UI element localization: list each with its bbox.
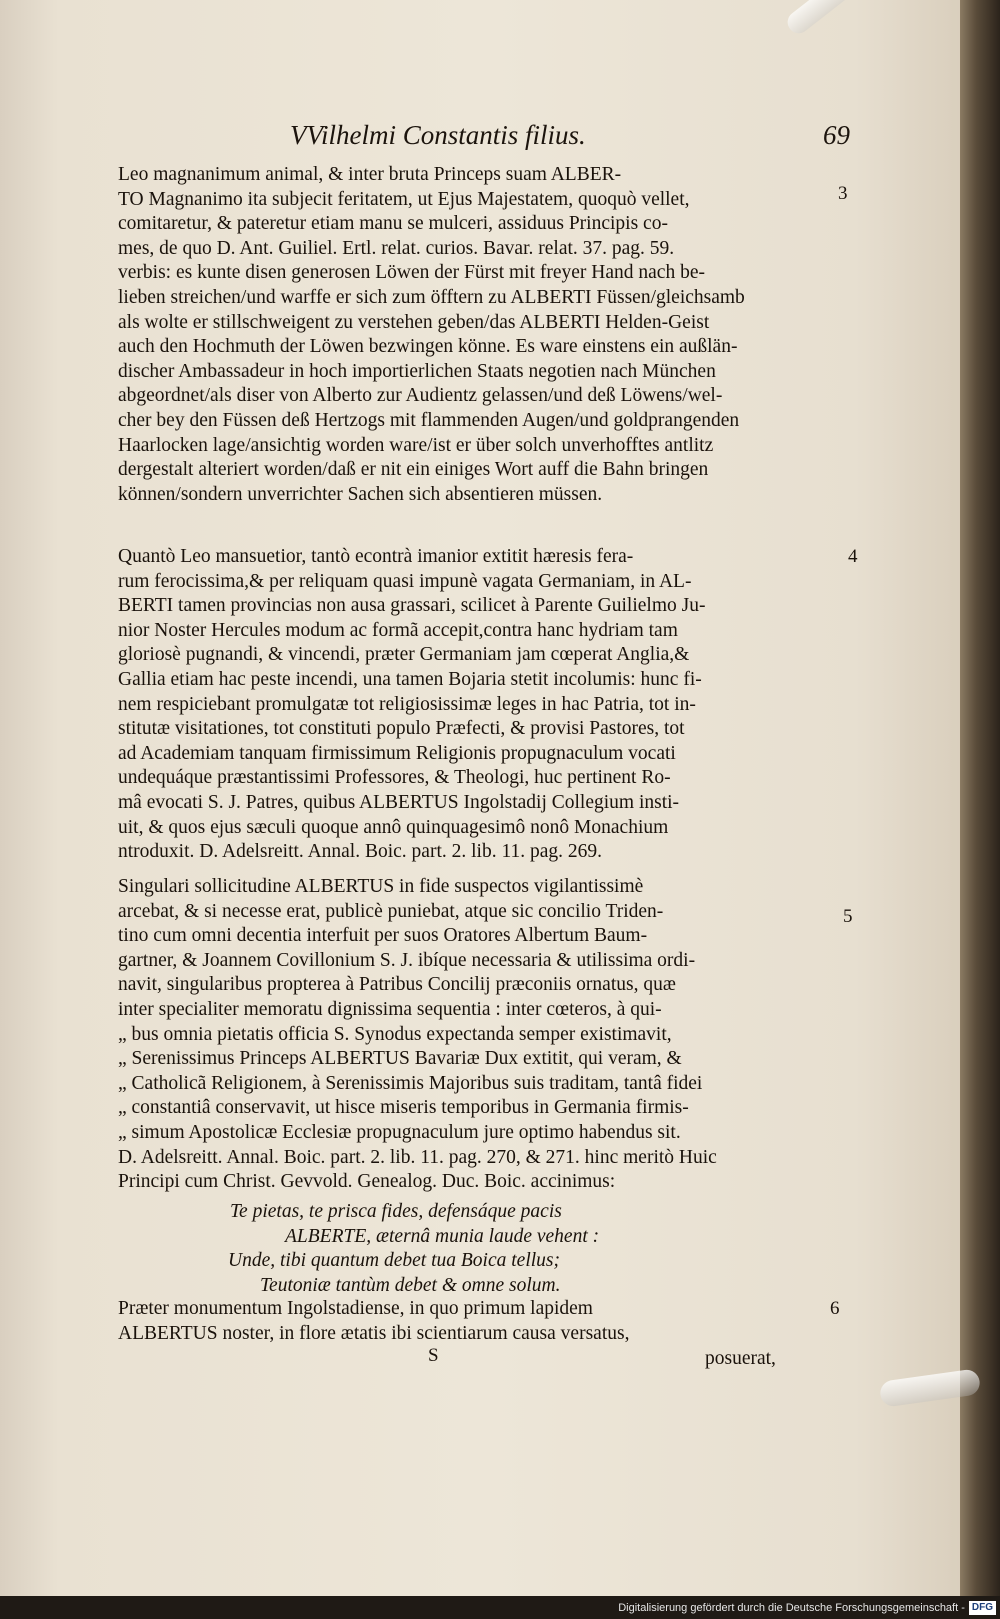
dfg-logo: DFG [969, 1601, 996, 1615]
paragraph-6: Præter monumentum Ingolstadiense, in quo primum lapidem ALBERTUS noster, in flore ætatis ibi scientiarum causa versatus, [118, 1298, 630, 1344]
page-clip [783, 0, 915, 38]
margin-number-4: 4 [848, 546, 858, 567]
margin-number-6: 6 [830, 1298, 840, 1319]
verse-line: Te pietas, te prisca fides, defensáque pacis [230, 1201, 562, 1222]
book-spine-edge [960, 0, 1000, 1596]
page-number: 69 [823, 120, 850, 150]
signature-mark: S [428, 1345, 439, 1366]
footer-bar [618, 1599, 996, 1617]
running-title: VVilhelmi Constantis filius. [290, 120, 586, 150]
verse-line: Teutoniæ tantùm debet & omne solum. [260, 1274, 561, 1296]
paragraph-5: Singulari sollicitudine ALBERTUS in fide suspectos vigilantissimè arcebat, & si necesse erat, publicè puniebat, atque sic concilio Triden- tino cum omni decentia interfuit per suos Oratores Albertum Baum- gartner, & Joannem Covillonium S. J. ibíque necessaria & utilissima ordi- navit, singularibus propterea à Patribus Concilij præconiis ornatus, quæ inter specialiter memoratu dignissima sequentia : inter cœteros, à qui- „ bus omnia pietatis officia S. Synodus expectanda semper existimavit, „ Serenissimus Princeps ALBERTUS Bavariæ Dux extitit, qui veram, & „ Catholicã Religionem, à Serenissimis Majoribus suis traditam, tantâ fidei „ constantiâ conservavit, ut hisce miseris temporibus in Germania firmis- „ simum Apostolicæ Ecclesiæ propugnaculum jure optimo habendus sit. D. Adelsreitt. Annal. Boic. part. 2. lib. 11. pag. 270, & 271. hinc meritò Huic Principi cum Christ. Gevvold. Genealog. Duc. Boic. accinimus: [118, 876, 717, 1193]
margin-number-3: 3 [838, 183, 848, 204]
catchword: posuerat, [705, 1348, 776, 1369]
running-header [290, 120, 850, 160]
paragraph-3: Leo magnanimum animal, & inter bruta Princeps suam ALBER- TO Magnanimo ita subjecit feritatem, ut Ejus Majestatem, quoquò vellet, comitaretur, & pateretur etiam manu se mulceri, assiduus Principis co- mes, de quo D. Ant. Guiliel. Ertl. relat. curios. Bavar. relat. 37. pag. 59. verbis: es kunte disen generosen Löwen der Fürst mit freyer Hand nach be- lieben streichen/und warffe er sich zum öfftern zu ALBERTI Füssen/gleichsamb als wolte er stillschweigent zu verstehen geben/das ALBERTI Helden-Geist auch den Hochmuth der Löwen bezwingen könne. Es ware einstens ein außlän- discher Ambassadeur in hoch importierlichen Staats negotien nach München abgeordnet/als diser von Alberto zur Audientz gelassen/und deß Löwens/wel- cher bey den Füssen deß Hertzogs mit flammenden Augen/und goldprangenden Haarlocken lage/ansichtig worden ware/ist er über solch unverhofftes antlitz dergestalt alteriert worden/daß er nit ein einiges Wort auff die Bahn bringen können/sondern unverrichter Sachen sich absentieren müssen. [118, 164, 745, 505]
paragraph-4: Quantò Leo mansuetior, tantò econtrà imanior extitit hæresis fera- rum ferocissima,& per reliquam quasi impunè vagata Germaniam, in AL- BERTI tamen provincias non ausa grassari, scilicet à Parente Guilielmo Ju- nior Noster Hercules modum ac formã accepit,contra hanc hydriam tam gloriosè pugnandi, & vincendi, præter Germaniam jam cœperat Anglia,& Gallia etiam hac peste incendi, una tamen Bojaria stetit incolumis: hunc fi- nem respiciebant promulgatæ tot religiosissimæ leges in hac Patria, tot in- stitutæ visitationes, tot constituti populo Præfecti, & provisi Pastores, tot ad Academiam tanquam firmissimum Religionis propugnaculum vocati undequáque præstantissimi Professores, & Theologi, huc pertinent Ro- mâ evocati S. J. Patres, quibus ALBERTUS Ingolstadij Collegium insti- uit, & quos ejus sæculi quoque annô quinquagesimô nonô Monachium ntroduxit. D. Adelsreitt. Annal. Boic. part. 2. lib. 11. pag. 269. [118, 546, 706, 863]
margin-number-5: 5 [843, 906, 853, 927]
footer-credit: Digitalisierung gefördert durch die Deutsche Forschungsgemeinschaft - [618, 1602, 965, 1614]
verse-block [200, 1200, 760, 1298]
verse-line: ALBERTE, æternâ munia laude vehent : [285, 1225, 600, 1247]
verse-line: Unde, tibi quantum debet tua Boica tellus; [228, 1250, 560, 1272]
